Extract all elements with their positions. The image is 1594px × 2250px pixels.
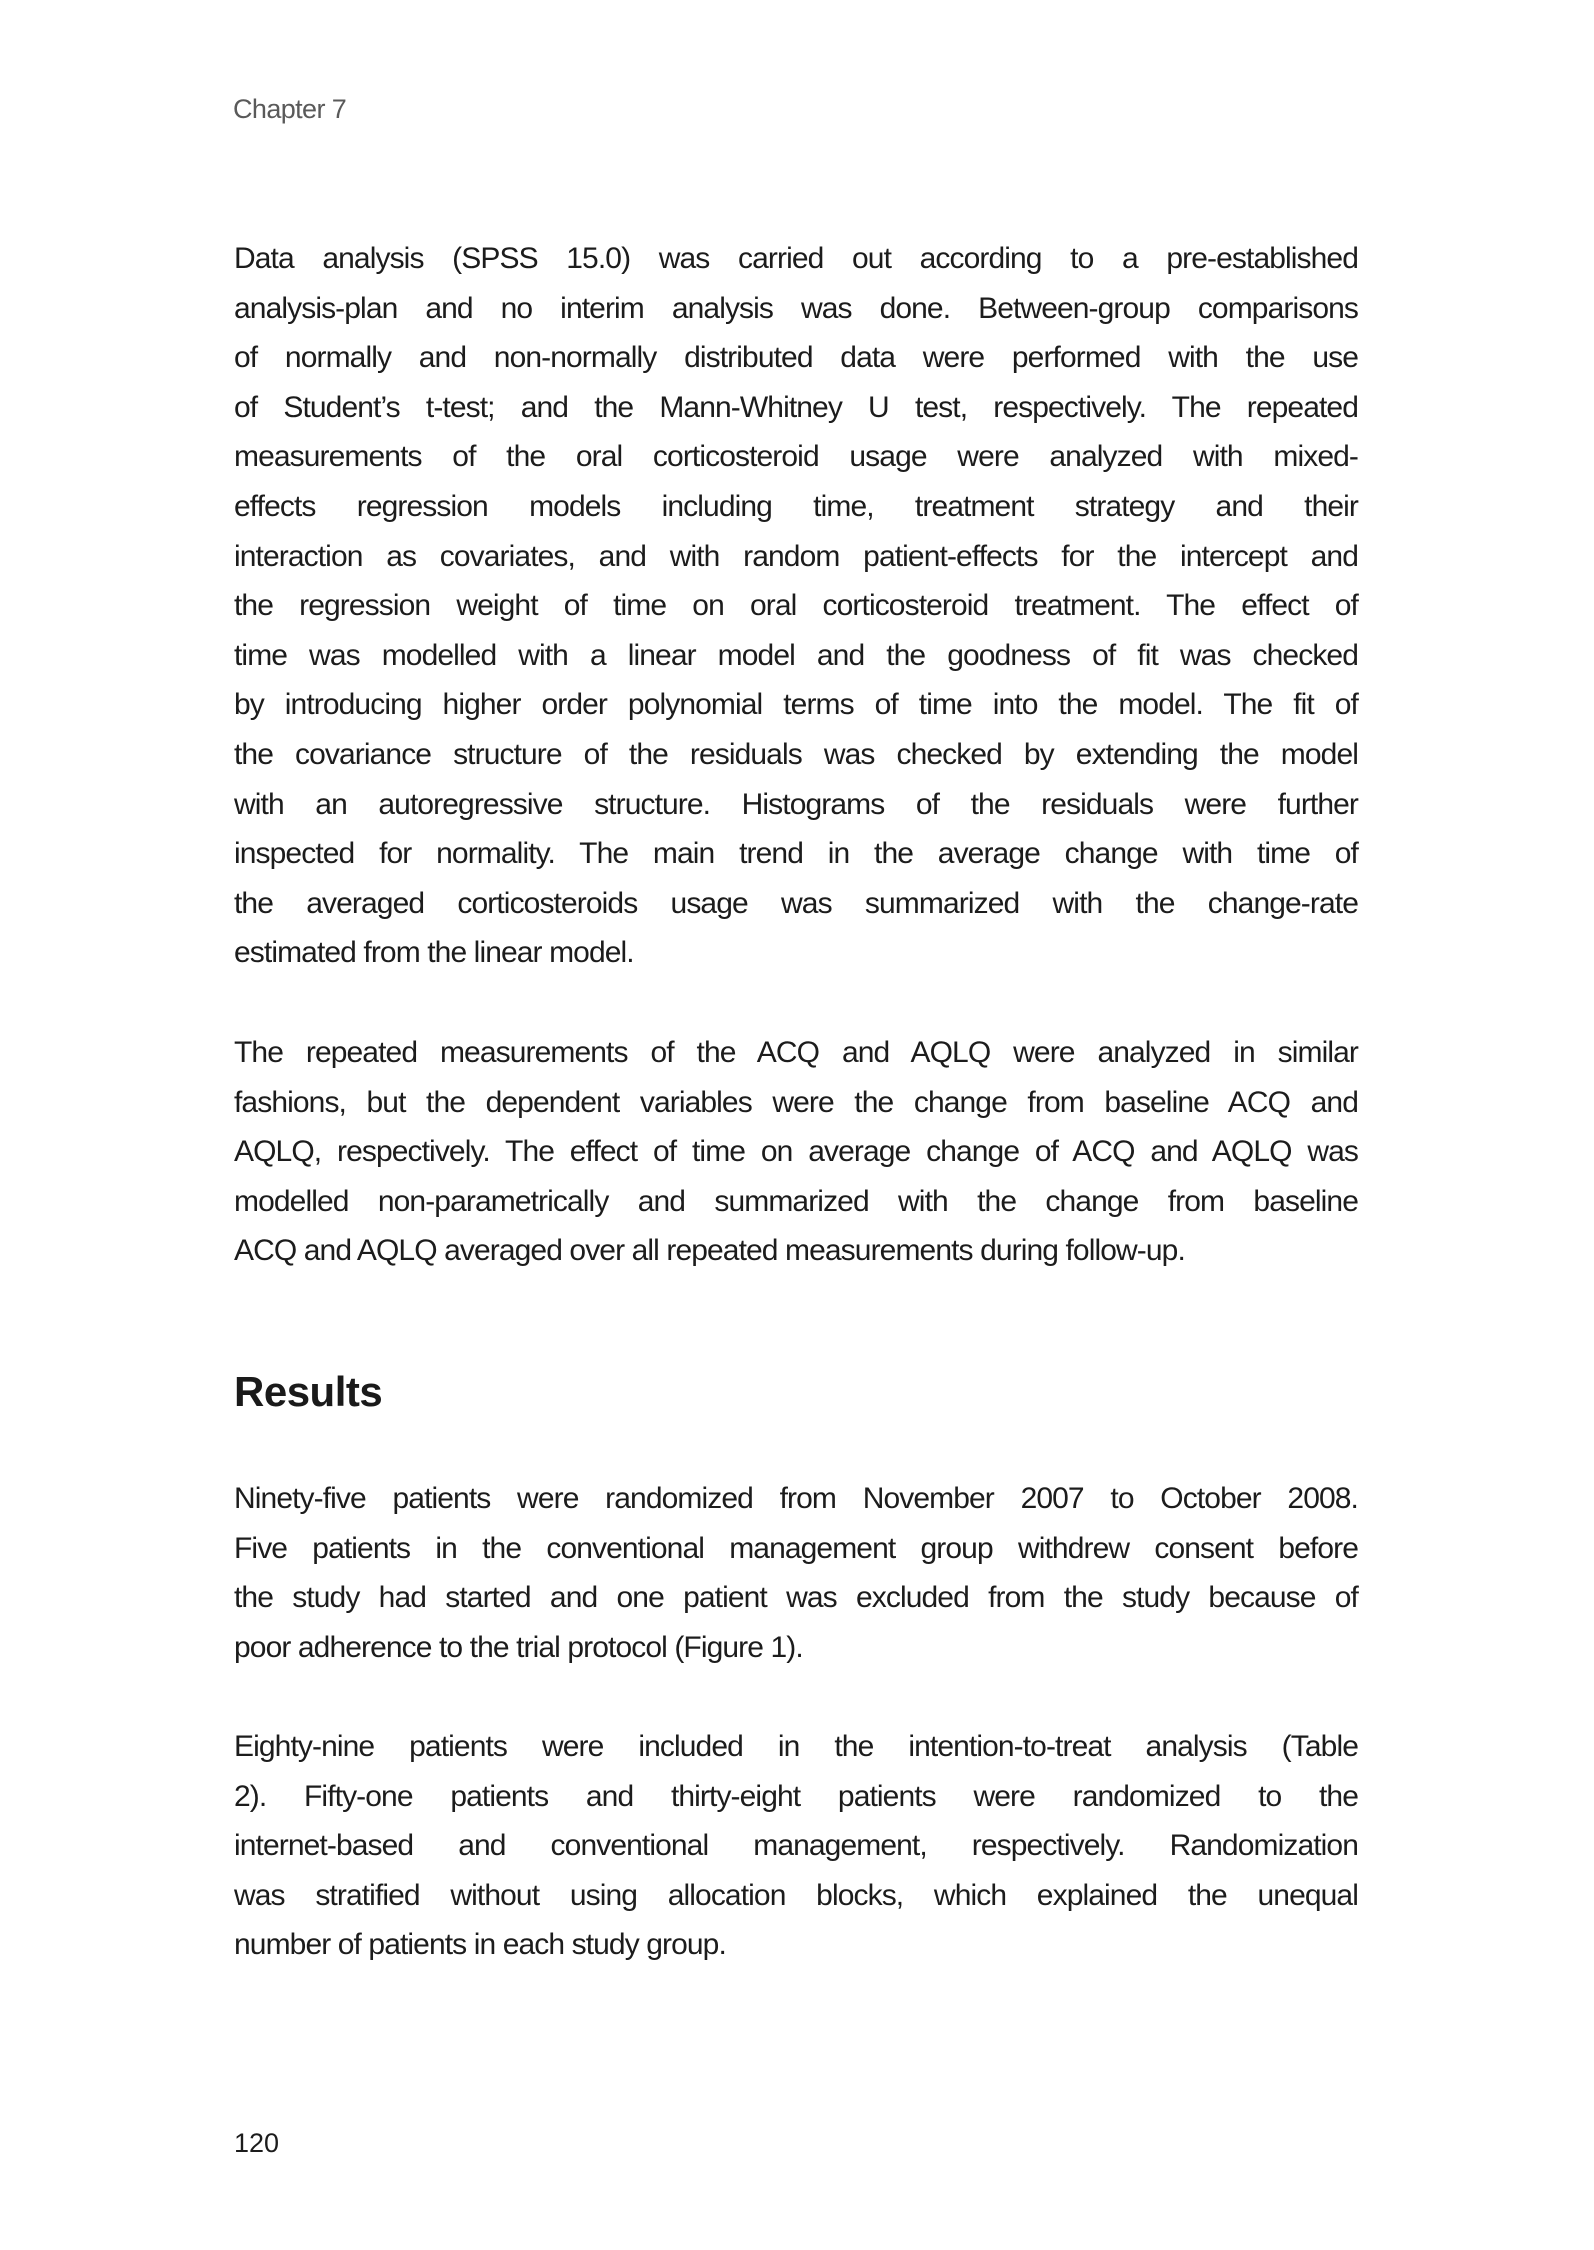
text-line: analysis-plan and no interim analysis was done. Between-group comparisons — [234, 291, 1358, 325]
text-line: the regression weight of time on oral corticosteroid treatment. The effect of — [234, 589, 1358, 623]
text-line: fashions, but the dependent variables were the change from baseline ACQ and — [234, 1085, 1358, 1119]
text-line: the study had started and one patient was excluded from the study because of — [234, 1581, 1358, 1615]
text-line: of Student’s t-test; and the Mann-Whitney U test, respectively. The repeated — [234, 390, 1358, 424]
text-line: interaction as covariates, and with random patient-effects for the intercept and — [234, 539, 1358, 573]
text-line: with an autoregressive structure. Histograms of the residuals were further — [234, 787, 1358, 821]
text-line: Eighty-nine patients were included in the intention-to-treat analysis (Table — [234, 1730, 1358, 1763]
text-line: number of patients in each study group. — [234, 1928, 726, 1962]
text-line: AQLQ, respectively. The effect of time on average change of ACQ and AQLQ was — [234, 1135, 1358, 1169]
methods-paragraph-1 — [234, 234, 1358, 978]
text-line: Five patients in the conventional management group withdrew consent before — [234, 1531, 1358, 1565]
text-line: of normally and non-normally distributed data were performed with the use — [234, 341, 1358, 375]
text-line: by introducing higher order polynomial terms of time into the model. The fit of — [234, 688, 1358, 722]
text-line: the covariance structure of the residuals was checked by extending the model — [234, 737, 1358, 771]
section-heading-results: Results — [234, 1368, 383, 1415]
methods-paragraph-2 — [234, 1028, 1358, 1276]
text-line: effects regression models including time, treatment strategy and their — [234, 489, 1358, 523]
text-line: the averaged corticosteroids usage was summarized with the change-rate — [234, 886, 1358, 920]
text-line: The repeated measurements of the ACQ and AQLQ were analyzed in similar — [234, 1036, 1358, 1069]
text-line: estimated from the linear model. — [234, 936, 634, 970]
results-paragraph-1 — [234, 1474, 1358, 1672]
text-line: internet-based and conventional management, respectively. Randomization — [234, 1829, 1358, 1863]
page-number: 120 — [234, 2128, 280, 2158]
text-line: time was modelled with a linear model and the goodness of fit was checked — [234, 638, 1358, 672]
running-head: Chapter 7 — [233, 94, 347, 124]
text-line: inspected for normality. The main trend in the average change with time of — [234, 837, 1358, 871]
text-line: poor adherence to the trial protocol (Figure 1). — [234, 1630, 803, 1664]
text-line: modelled non-parametrically and summarized with the change from baseline — [234, 1184, 1358, 1218]
text-line: was stratified without using allocation blocks, which explained the unequal — [234, 1878, 1358, 1912]
text-line: Ninety-five patients were randomized from November 2007 to October 2008. — [234, 1482, 1358, 1515]
text-line: 2). Fifty-one patients and thirty-eight patients were randomized to the — [234, 1779, 1358, 1813]
text-line: Data analysis (SPSS 15.0) was carried out according to a pre-established — [234, 242, 1358, 275]
results-paragraph-2 — [234, 1722, 1358, 1970]
text-line: measurements of the oral corticosteroid usage were analyzed with mixed- — [234, 440, 1358, 474]
text-line: ACQ and AQLQ averaged over all repeated measurements during follow-up. — [234, 1234, 1185, 1268]
